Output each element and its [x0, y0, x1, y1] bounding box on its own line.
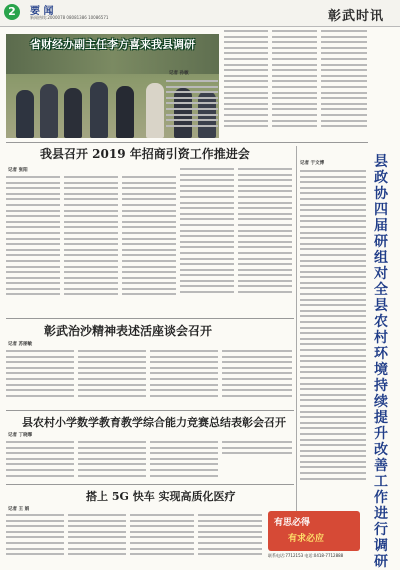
ad-slogan-2: 有求必应 — [288, 534, 325, 544]
divider-3 — [6, 410, 294, 411]
article-3-col-2 — [78, 441, 146, 481]
ad-slogan-1: 有思必得 — [274, 518, 311, 528]
article-1-col-3 — [122, 176, 176, 316]
article-1-col-5 — [238, 168, 292, 316]
article-2-col-2 — [78, 350, 146, 406]
article-3-col-1 — [6, 441, 74, 481]
lead-column-3 — [272, 30, 317, 142]
article-1-byline: 记者 张阳 — [8, 168, 28, 173]
article-4-headline: 搭上 5G 快车 实现高质化医疗 — [86, 490, 236, 503]
article-3-headline: 县农村小学数学教育教学综合能力竞赛总结表彰会召开 — [22, 416, 286, 429]
article-2-col-4 — [222, 350, 292, 406]
section-title: 要 闻 — [30, 6, 54, 17]
article-4-byline: 记者 王 娟 — [8, 507, 30, 512]
article-2-headline: 彰武治沙精神表述活座谈会召开 — [44, 324, 213, 338]
article-2-col-3 — [150, 350, 218, 406]
divider-4 — [6, 484, 294, 485]
divider-2 — [6, 318, 294, 319]
article-2-byline: 记者 苏丽敏 — [8, 342, 33, 347]
lead-byline: 记者 孙敏 — [169, 71, 189, 76]
divider-1 — [6, 142, 368, 143]
article-3-byline: 记者 丁晓霏 — [8, 433, 33, 438]
column-divider — [296, 146, 297, 551]
sidebar-text — [300, 170, 366, 504]
article-1-col-2 — [64, 176, 118, 316]
sidebar-vertical-title: 县政协四届研组对全县农村环境持续提升改善工作进行调研 — [374, 154, 388, 570]
article-4-col-1 — [6, 514, 64, 560]
article-4-col-4 — [198, 514, 262, 560]
article-4-col-2 — [68, 514, 126, 560]
lead-text-snippet — [166, 80, 218, 138]
lead-photo-title: 省财经办副主任李方喜来我县调研 — [30, 38, 195, 51]
lead-column-2 — [224, 30, 268, 142]
article-2-col-1 — [6, 350, 74, 406]
page-number: 2 — [4, 4, 20, 20]
ad-contact-info: 联系电话:7712153 电话:0418-7712888 — [268, 553, 344, 558]
article-1-headline: 我县召开 2019 年招商引资工作推进会 — [40, 147, 250, 161]
article-1-col-4 — [180, 168, 234, 316]
article-4-col-3 — [130, 514, 194, 560]
newspaper-logo: 彰武时讯 — [328, 9, 385, 24]
publication-info: 新闻热线:2000078 08081386 10086571 — [30, 15, 109, 20]
sidebar-byline: 记者 于文博 — [300, 161, 325, 166]
article-3-col-3 — [150, 441, 218, 481]
advertisement-banner — [268, 511, 360, 551]
article-3-col-4 — [222, 441, 292, 481]
article-1-col-1 — [6, 176, 60, 316]
lead-column-4 — [321, 30, 367, 142]
